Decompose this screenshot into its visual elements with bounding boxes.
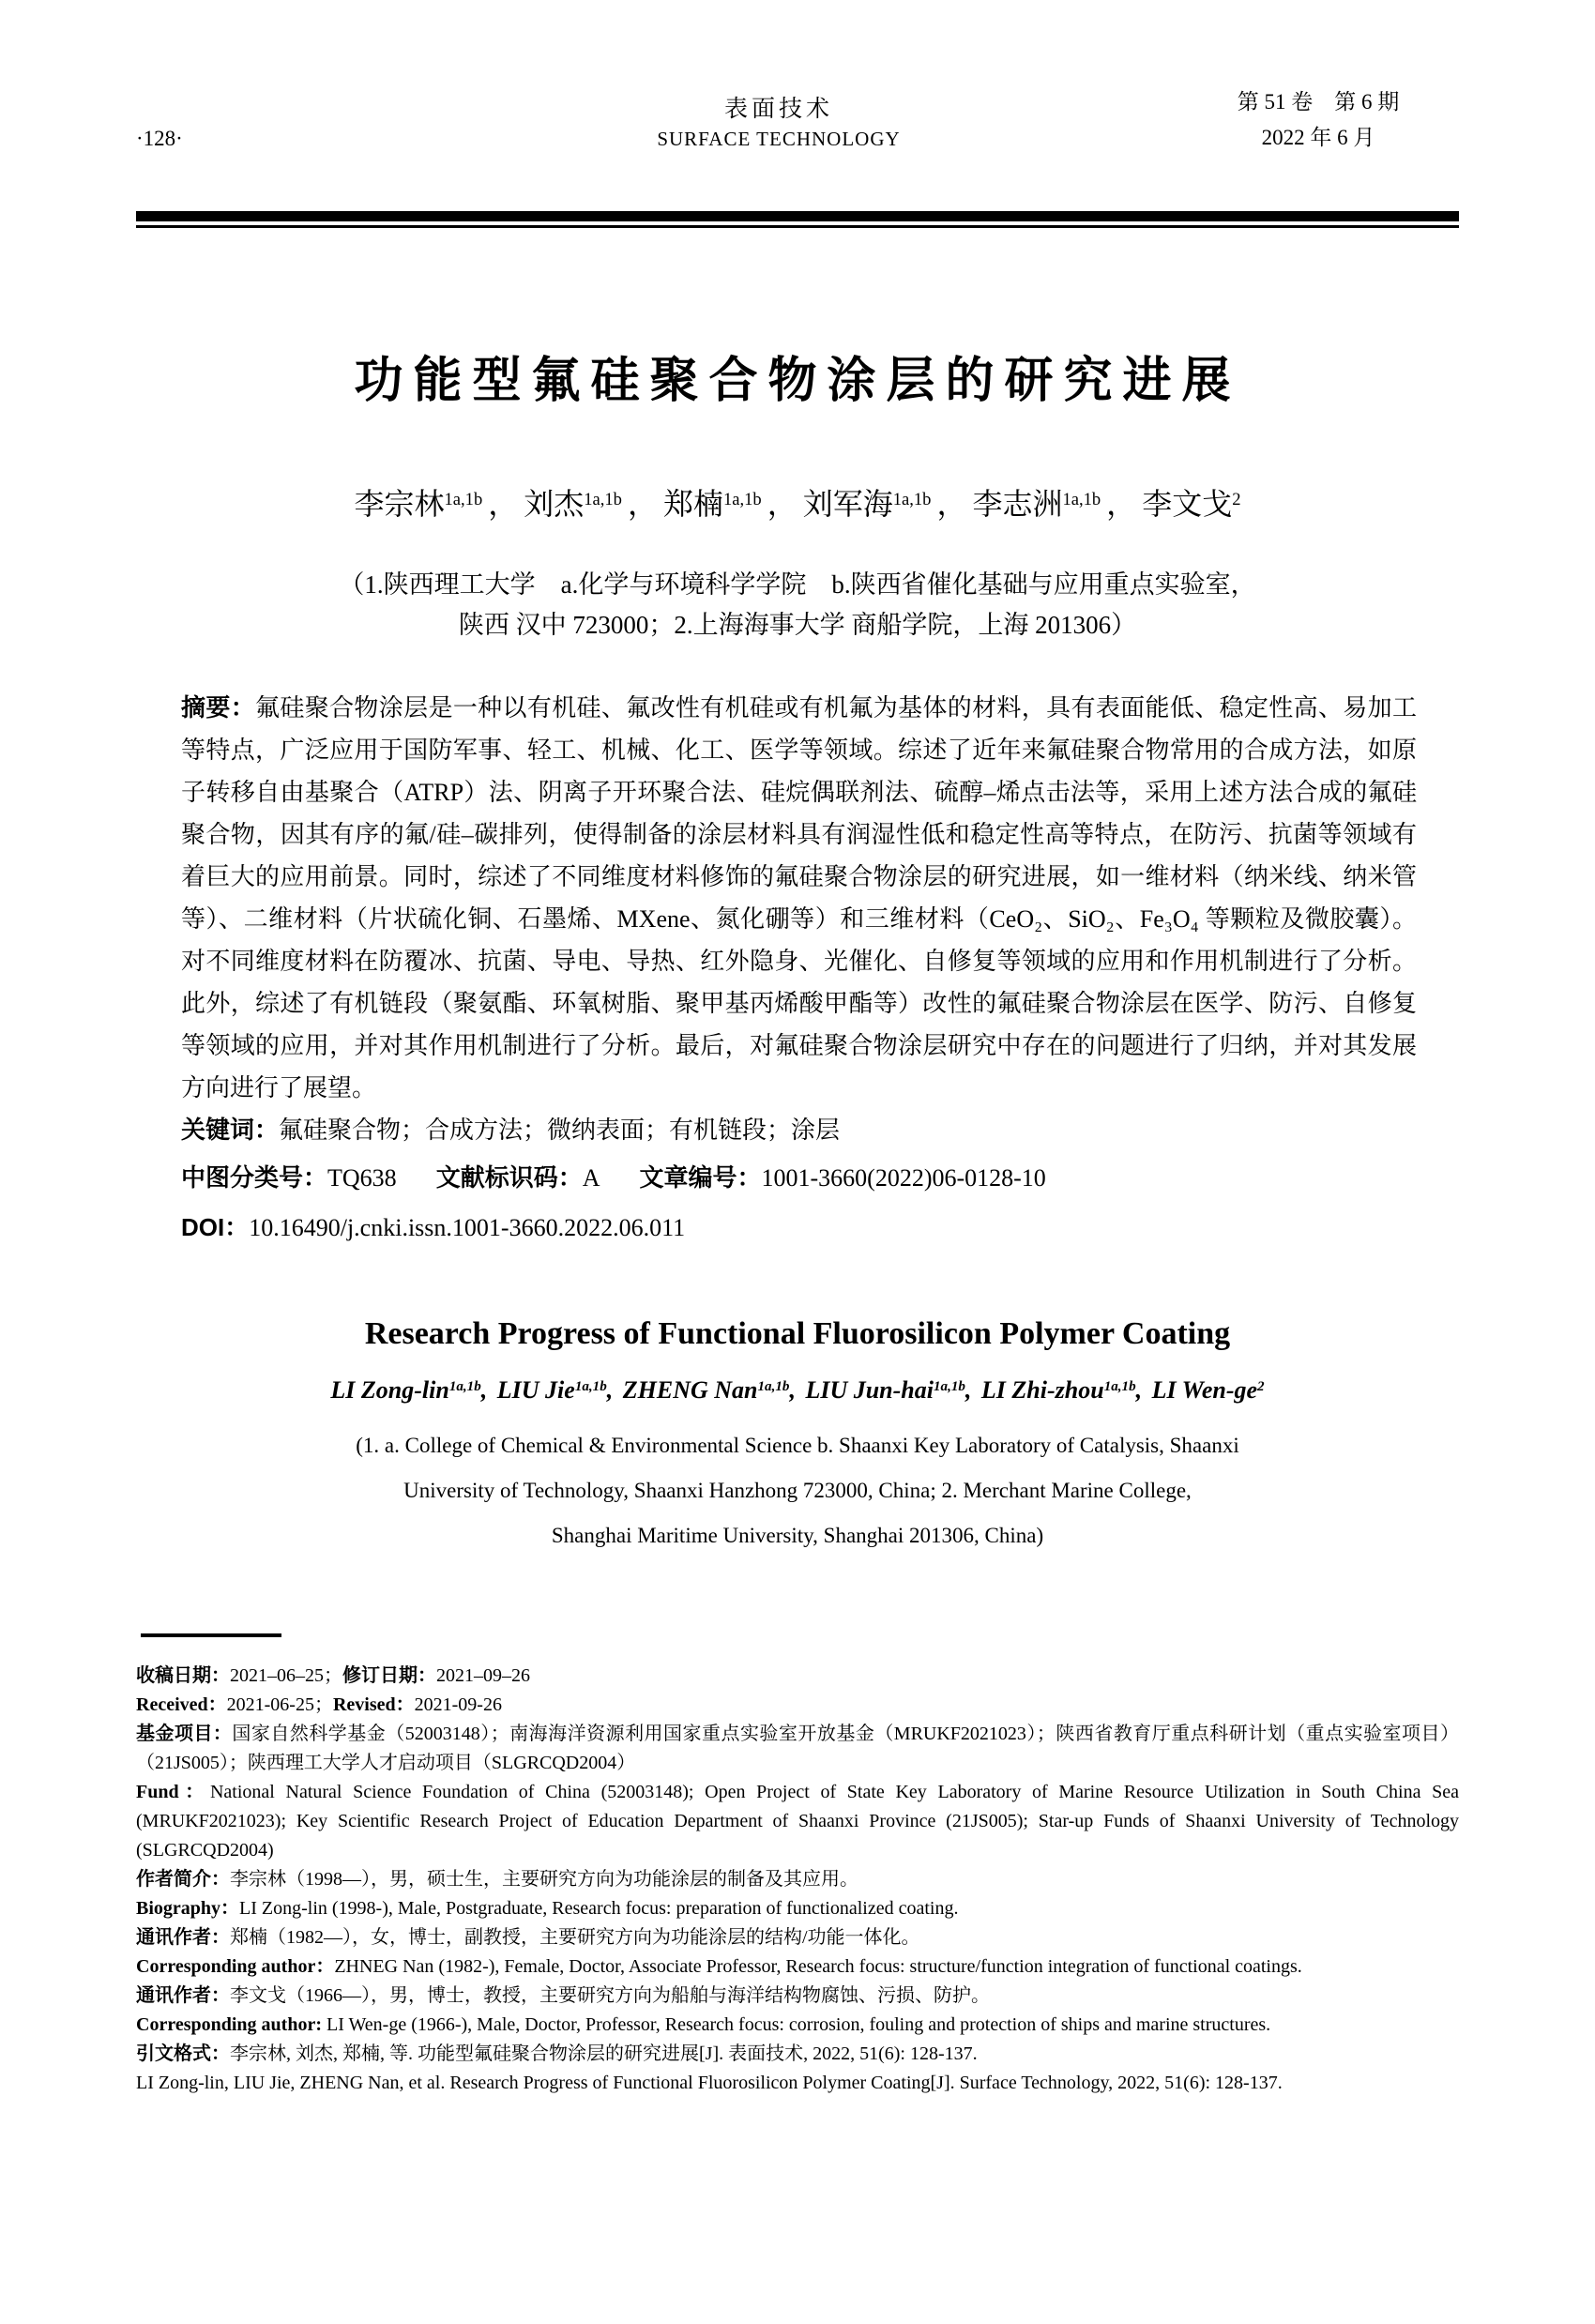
affiliation-cn-line1: （1.陕西理工大学 a.化学与环境科学学院 b.陕西省催化基础与应用重点实验室， [339,570,1256,599]
article-title-cn: 功能型氟硅聚合物涂层的研究进展 [354,354,1241,408]
author-cn: 李文戈$^2$ [1142,487,1241,521]
footnote-biography-en: Biography：LI Zong-lin (1998-), Male, Postgraduate, Research focus: preparation of functionalized coating. [136,1898,959,1919]
footnote-received-en: Received：2021-06-25；Revised：2021-09-26 [136,1694,502,1715]
footnote-fund-en: Fund：National Natural Science Foundation of China (52003148); Open Project of State Key Laboratory of Marine Resource Utilization in South China Sea (MRUKF2021023); Key Scientific Research Project of Education Department of Shaanxi Province (21JS005); Star-up Funds of Shaanxi University of Technology (SLGRCQD2004) [136,1782,1459,1861]
author-affil-sup: 1a,1b [584,489,622,509]
author-affil-sup: 1a,1b [444,489,483,509]
keywords [181,1109,1417,1151]
footnote-corresponding1-en: Corresponding author：ZHNEG Nan (1982-), Female, Doctor, Associate Professor, Research focus: structure/function integration of functional coatings. [136,1956,1302,1977]
authors-en [136,1376,1459,1405]
author-en: LI Zong-lin$^{1a,1b}$, [330,1376,494,1404]
article-id-label: 文章编号： [639,1163,762,1192]
author-affil-sup: 1a,1b [448,1378,481,1394]
abstract-text: 氟硅聚合物涂层是一种以有机硅、氟改性有机硅或有机氟为基体的材料，具有表面能低、稳定性高、易加工等特点，广泛应用于国防军事、轻工、机械、化工、医学等领域。综述了近年来氟硅聚合物常用的合成方法，如原子转移自由基聚合（ATRP）法、阴离子开环聚合法、硅烷偶联剂法、硫醇–烯点击法等，采用上述方法合成的氟硅聚合物，因其有序的氟/硅–碳排列，使得制备的涂层材料具有润湿性低和稳定性高等特点，在防污、抗菌等领域有着巨大的应用前景。同时，综述了不同维度材料修饰的氟硅聚合物涂层的研究进展，如一维材料（纳米线、纳米管等）、二维材料（片状硫化铜、石墨烯、MXene、氮化硼等）和三维材料（CeO₂、SiO₂、Fe₃O₄ 等颗粒及微胶囊）。对不同维度材料在防覆冰、抗菌、导电、导热、红外隐身、光催化、自修复等领域的应用和作用机制进行了分析。此外，综述了有机链段（聚氨酯、环氧树脂、聚甲基丙烯酸甲酯等）改性的氟硅聚合物涂层在医学、防污、自修复等领域的应用，并对其作用机制进行了分析。最后，对氟硅聚合物涂层研究中存在的问题进行了归纳，并对其发展方向进行了展望。 [181,694,1417,1101]
author-affil-sup: 2 [1257,1378,1265,1394]
keywords-label: 关键词： [181,1116,280,1144]
header-rule-thin [136,225,1459,228]
paper-page [0,84,1595,2324]
article-id-group [639,1164,1045,1192]
footnote-fund-cn: 基金项目：国家自然科学基金（52003148）；南海海洋资源利用国家重点实验室开放基金（MRUKF2021023）；陕西省教育厅重点科研计划（重点实验室项目）（21JS005）；陕西理工大学人才启动项目（SLGRCQD2004） [136,1724,1459,1773]
journal-name-cn: 表面技术 [723,97,833,122]
footnotes [136,1662,1459,2098]
affiliation-en [136,1423,1459,1558]
running-head [136,84,1459,151]
footnote-received-cn: 收稿日期：2021–06–25；修订日期：2021–09–26 [136,1665,530,1686]
author-cn: 李宗林$^{1a,1b}$ ， [354,487,519,521]
author-cn: 刘军海$^{1a,1b}$ ， [802,487,967,521]
doc-code-label: 文献标识码： [435,1163,583,1192]
author-en: LI Zhi-zhou$^{1a,1b}$, [980,1376,1148,1404]
author-en: LI Wen-$ge^2$ [1151,1376,1265,1404]
author-affil-sup: 2 [1232,489,1241,509]
footnote-corresponding2-en: Corresponding author: LI Wen-ge (1966-), Male, Doctor, Professor, Research focus: corrosion, fouling and protection of ships and marine structures. [136,2014,1271,2035]
author-affil-sup: 1a,1b [723,489,762,509]
footnote-biography-cn: 作者简介：李宗林（1998—），男，硕士生，主要研究方向为功能涂层的制备及其应用。 [136,1869,858,1890]
author-affil-sup: 1a,1b [757,1378,790,1394]
doc-code-group [436,1164,600,1192]
article-id-value: 1001-3660(2022)06-0128-10 [761,1164,1046,1192]
doi-value: 10.16490/j.cnki.issn.1001-3660.2022.06.011 [249,1214,686,1241]
footnote-corresponding1-cn: 通讯作者：郑楠（1982—），女，博士，副教授，主要研究方向为功能涂层的结构/功能一体化。 [136,1927,920,1948]
affiliation-en-line1: (1. a. College of Chemical & Environmental Science b. Shaanxi Key Laboratory of Catalysis, Shaanxi [356,1434,1239,1457]
affiliation-en-line2: University of Technology, Shaanxi Hanzhong 723000, China; 2. Merchant Marine College, [403,1479,1192,1502]
abstract [181,687,1417,1109]
affiliation-cn-line2: 陕西 汉中 723000；2.上海海事大学 商船学院，上海 201306） [458,611,1137,639]
affiliation-en-line3: Shanghai Maritime University, Shanghai 201306, China) [551,1524,1044,1547]
author-affil-sup: 1a,1b [892,489,932,509]
classification-line [181,1157,1417,1199]
journal-name-en: SURFACE TECHNOLOGY [657,128,901,150]
abstract-block [181,687,1417,1249]
author-cn: 刘杰$^{1a,1b}$ ， [524,487,658,521]
author-cn: 李志洲$^{1a,1b}$ ， [972,487,1137,521]
doc-code-value: A [582,1164,600,1192]
doi-line [181,1207,1417,1249]
doi-label: DOI： [181,1213,250,1241]
article-title-en: Research Progress of Functional Fluorosilicon Polymer Coating [364,1316,1231,1351]
author-affil-sup: 1a,1b [1062,489,1101,509]
author-en: ZHENG Nan$^{1a,1b}$, [622,1376,802,1404]
header-rule-thick [136,211,1459,221]
author-cn: 郑楠$^{1a,1b}$ ， [662,487,798,521]
abstract-label: 摘要： [181,693,256,722]
clc-value: TQ638 [327,1164,397,1192]
author-en: LIU Jie$^{1a,1b}$, [496,1376,619,1404]
author-en: LIU Jun-hai$^{1a,1b}$, [805,1376,978,1404]
volume-issue: 第 51 卷 第 6 期 [1237,90,1400,114]
journal-name [380,90,1177,151]
page-content [136,84,1459,2098]
keywords-text: 氟硅聚合物；合成方法；微纳表面；有机链段；涂层 [279,1116,841,1144]
affiliation-cn [136,565,1459,646]
footnote-rule [141,1633,281,1637]
footnote-citation-en: LI Zong-lin, LIU Jie, ZHENG Nan, et al. Research Progress of Functional Fluorosilicon Polymer Coating[J]. Surface Technology, 2022, 51(6): 128-137. [136,2073,1283,2093]
issue-date: 2022 年 6 月 [1261,126,1375,149]
footnote-corresponding2-cn: 通讯作者：李文戈（1966—），男，博士，教授，主要研究方向为船舶与海洋结构物腐蚀、污损、防护。 [136,1985,990,2006]
page-number: ·128· [136,127,183,150]
author-affil-sup: 1a,1b [933,1378,965,1394]
issue-info [1177,84,1459,151]
author-affil-sup: 1a,1b [1103,1378,1136,1394]
authors-cn [136,480,1459,524]
clc-group [181,1164,397,1192]
author-affil-sup: 1a,1b [574,1378,607,1394]
clc-label: 中图分类号： [181,1163,328,1192]
footnote-citation-cn: 引文格式：李宗林, 刘杰, 郑楠, 等. 功能型氟硅聚合物涂层的研究进展[J]. 表面技术, 2022, 51(6): 128-137. [136,2043,978,2064]
